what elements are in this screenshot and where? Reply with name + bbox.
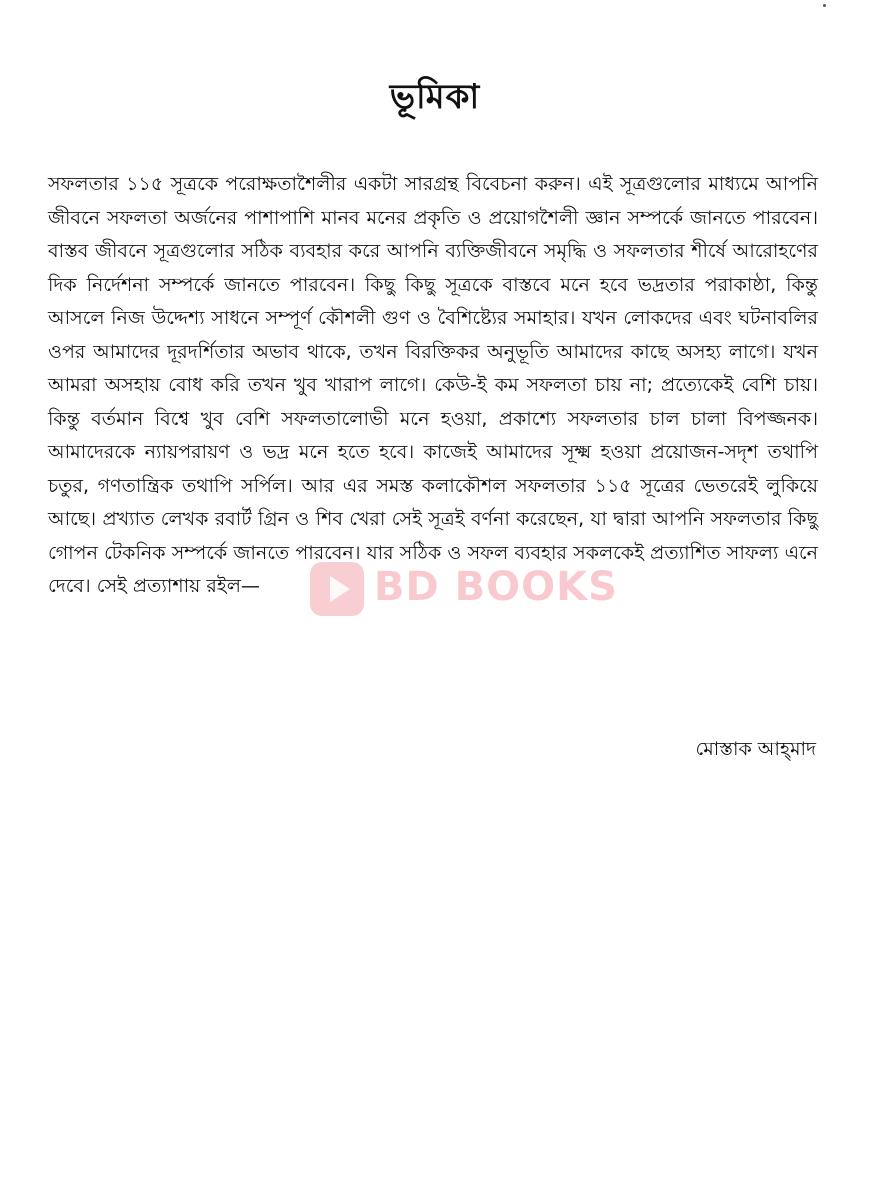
- author-signature: মোস্তাক আহ্‌মাদ: [695, 738, 816, 760]
- preface-paragraph: সফলতার ১১৫ সূত্রকে পরোক্ষতাশৈলীর একটা সারগ্রন্থ বিবেচনা করুন। এই সূত্রগুলোর মাধ্যমে আপনি জীবনে সফলতা অর্জনের পাশাপাশি মানব মনের প্রকৃতি ও প্রয়োগশৈলী জ্ঞান সম্পর্কে জানতে পারবেন। বাস্তব জীবনে সূত্রগুলোর সঠিক ব্যবহার করে আপনি ব্যক্তিজীবনে সমৃদ্ধি ও সফলতার শীর্ষে আরোহণের দিক নির্দেশনা সম্পর্কে জানতে পারবেন। কিছু কিছু সূত্রকে বাস্তবে মনে হবে ভদ্রতার পরাকাষ্ঠা, কিন্তু আসলে নিজ উদ্দেশ্য সাধনে সম্পূর্ণ কৌশলী গুণ ও বৈশিষ্ট্যের সমাহার। যখন লোকদের এবং ঘটনাবলির ওপর আমাদের দূরদর্শিতার অভাব থাকে, তখন বিরক্তিকর অনুভূতি আমাদের কাছে অসহ্য লাগে। যখন আমরা অসহায় বোধ করি তখন খুব খারাপ লাগে। কেউ-ই কম সফলতা চায় না; প্রত্যেকেই বেশি চায়। কিন্তু বর্তমান বিশ্বে খুব বেশি সফলতালোভী মনে হওয়া, প্রকাশ্যে সফলতার চাল চালা বিপজ্জনক। আমাদেরকে ন্যায়পরায়ণ ও ভদ্র মনে হতে হবে। কাজেই আমাদের সূক্ষ্ম হওয়া প্রয়োজন-সদৃশ তথাপি চতুর, গণতান্ত্রিক তথাপি সর্পিল। আর এর সমস্ত কলাকৌশল সফলতার ১১৫ সূত্রের ভেতরেই লুকিয়ে আছে। প্রখ্যাত লেখক রবার্ট গ্রিন ও শিব খেরা সেই সূত্রই বর্ণনা করেছেন, যা দ্বারা আপনি সফলতার কিছু গোপন টেকনিক সম্পর্কে জানতে পারবেন। যার সঠিক ও সফল ব্যবহার সকলকেই প্রত্যাশিত সাফল্য এনে দেবে। সেই প্রত্যাশায় রইল—: [48, 173, 818, 597]
- scan-dot: [823, 4, 826, 7]
- watermark-text: BD BOOKS: [374, 564, 618, 610]
- page-title: ভূমিকা: [389, 76, 481, 117]
